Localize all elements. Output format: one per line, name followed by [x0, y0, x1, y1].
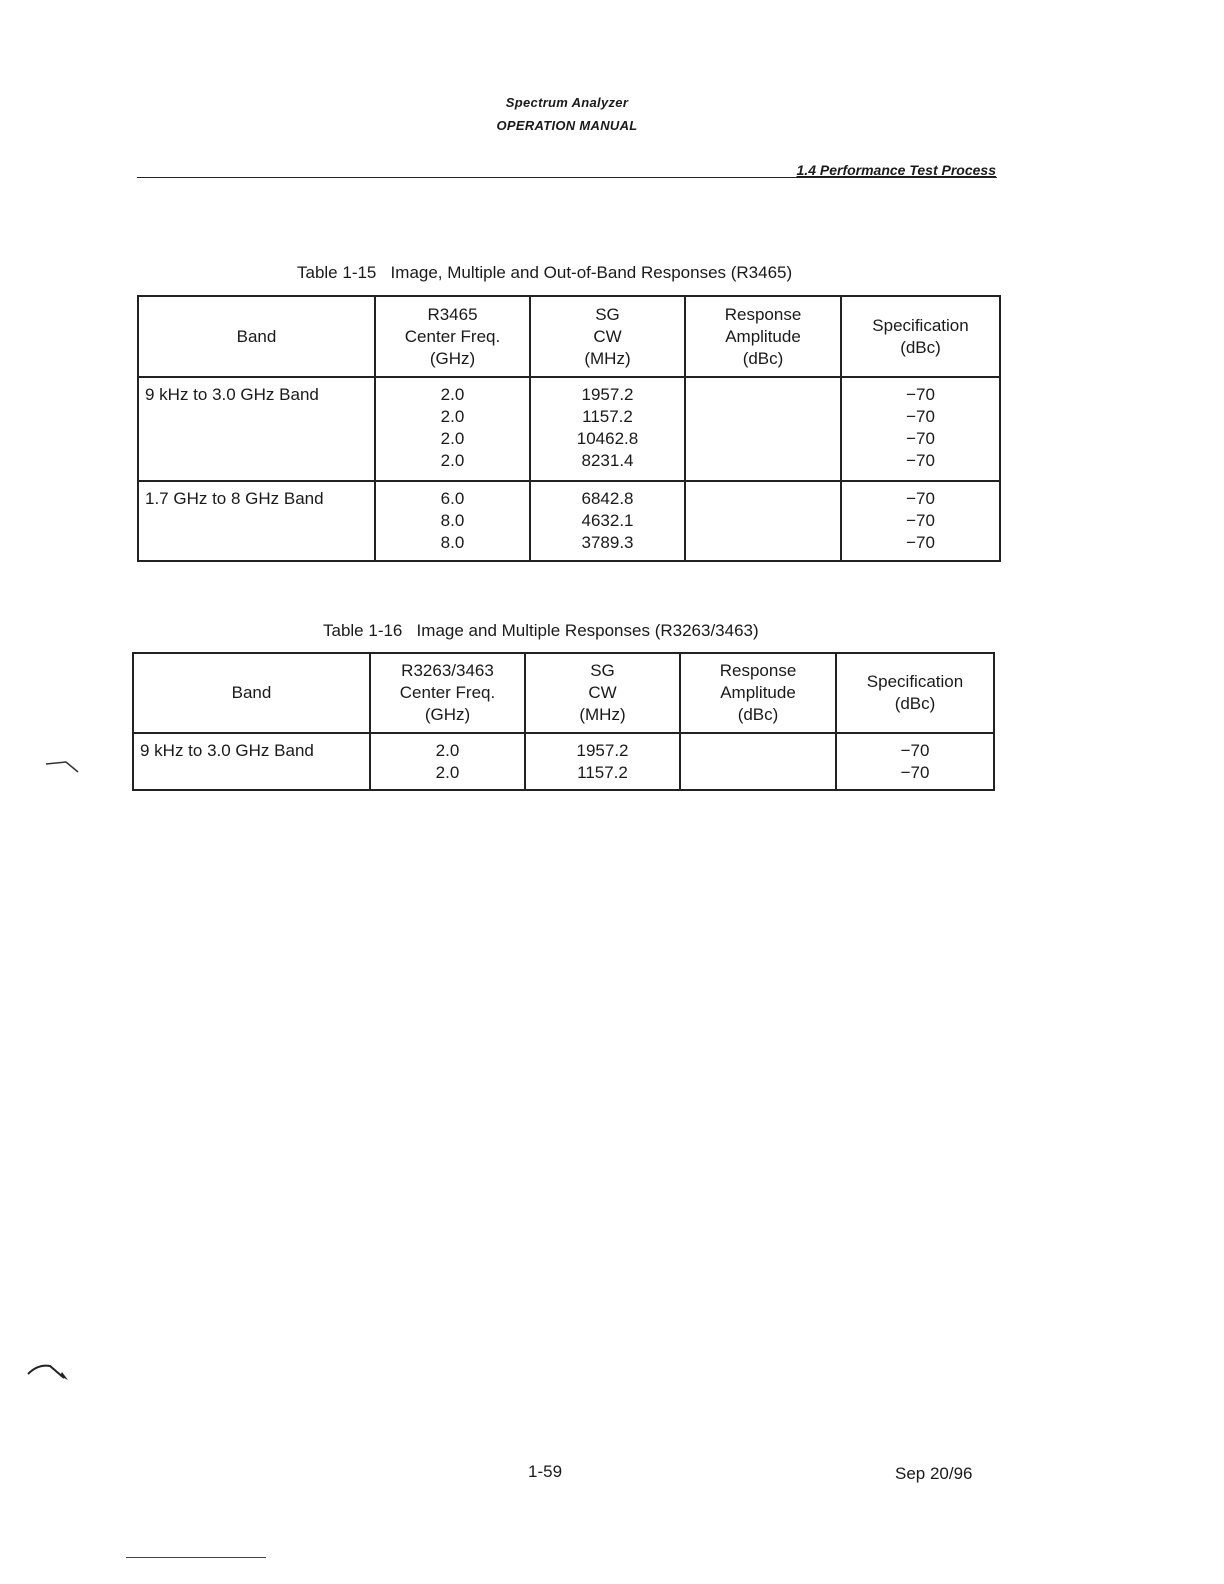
revision-date: Sep 20/96: [895, 1464, 973, 1483]
document-title: Spectrum Analyzer: [505, 95, 629, 110]
col-band-header: Band: [133, 653, 370, 733]
col-center-freq-header: R3465 Center Freq. (GHz): [375, 296, 530, 377]
sg-cw-cell: 1957.2 1157.2 10462.8 8231.4: [530, 377, 685, 481]
specification-cell: −70 −70 −70: [841, 481, 1000, 561]
scan-underline-bottom: [126, 1557, 266, 1558]
center-freq-cell: 6.0 8.0 8.0: [375, 481, 530, 561]
response-table-r3465: [137, 295, 1001, 562]
response-amplitude-cell: [685, 377, 841, 481]
response-table-r3263-3463: [132, 652, 995, 791]
scan-mark-bottom-left: [24, 1360, 74, 1384]
table-row: [138, 481, 1000, 561]
col-sg-cw-header: SG CW (MHz): [530, 296, 685, 377]
response-amplitude-cell: [685, 481, 841, 561]
center-freq-cell: 2.0 2.0: [370, 733, 525, 790]
table-row: [138, 377, 1000, 481]
center-freq-cell: 2.0 2.0 2.0 2.0: [375, 377, 530, 481]
table-1-caption: Table 1-15 Image, Multiple and Out-of-Band Responses (R3465): [297, 263, 793, 282]
col-sg-cw-header: SG CW (MHz): [525, 653, 680, 733]
specification-cell: −70 −70 −70 −70: [841, 377, 1000, 481]
col-spec-header: Specification (dBc): [836, 653, 994, 733]
col-response-header: Response Amplitude (dBc): [685, 296, 841, 377]
table-row: [133, 733, 994, 790]
page-number: 1-59: [528, 1462, 563, 1481]
scan-mark-left: [44, 756, 84, 776]
sg-cw-cell: 6842.8 4632.1 3789.3: [530, 481, 685, 561]
document-subtitle: OPERATION MANUAL: [496, 118, 638, 133]
band-cell: 9 kHz to 3.0 GHz Band: [133, 733, 370, 790]
col-spec-header: Specification (dBc): [841, 296, 1000, 377]
sg-cw-cell: 1957.2 1157.2: [525, 733, 680, 790]
table-2-caption: Table 1-16 Image and Multiple Responses (R3263/3463): [323, 621, 759, 640]
band-cell: 9 kHz to 3.0 GHz Band: [138, 377, 375, 481]
col-response-header: Response Amplitude (dBc): [680, 653, 836, 733]
specification-cell: −70 −70: [836, 733, 994, 790]
col-band-header: Band: [138, 296, 375, 377]
section-heading: 1.4 Performance Test Process: [796, 162, 996, 178]
header-rule: [137, 177, 997, 178]
col-center-freq-header: R3263/3463 Center Freq. (GHz): [370, 653, 525, 733]
band-cell: 1.7 GHz to 8 GHz Band: [138, 481, 375, 561]
response-amplitude-cell: [680, 733, 836, 790]
